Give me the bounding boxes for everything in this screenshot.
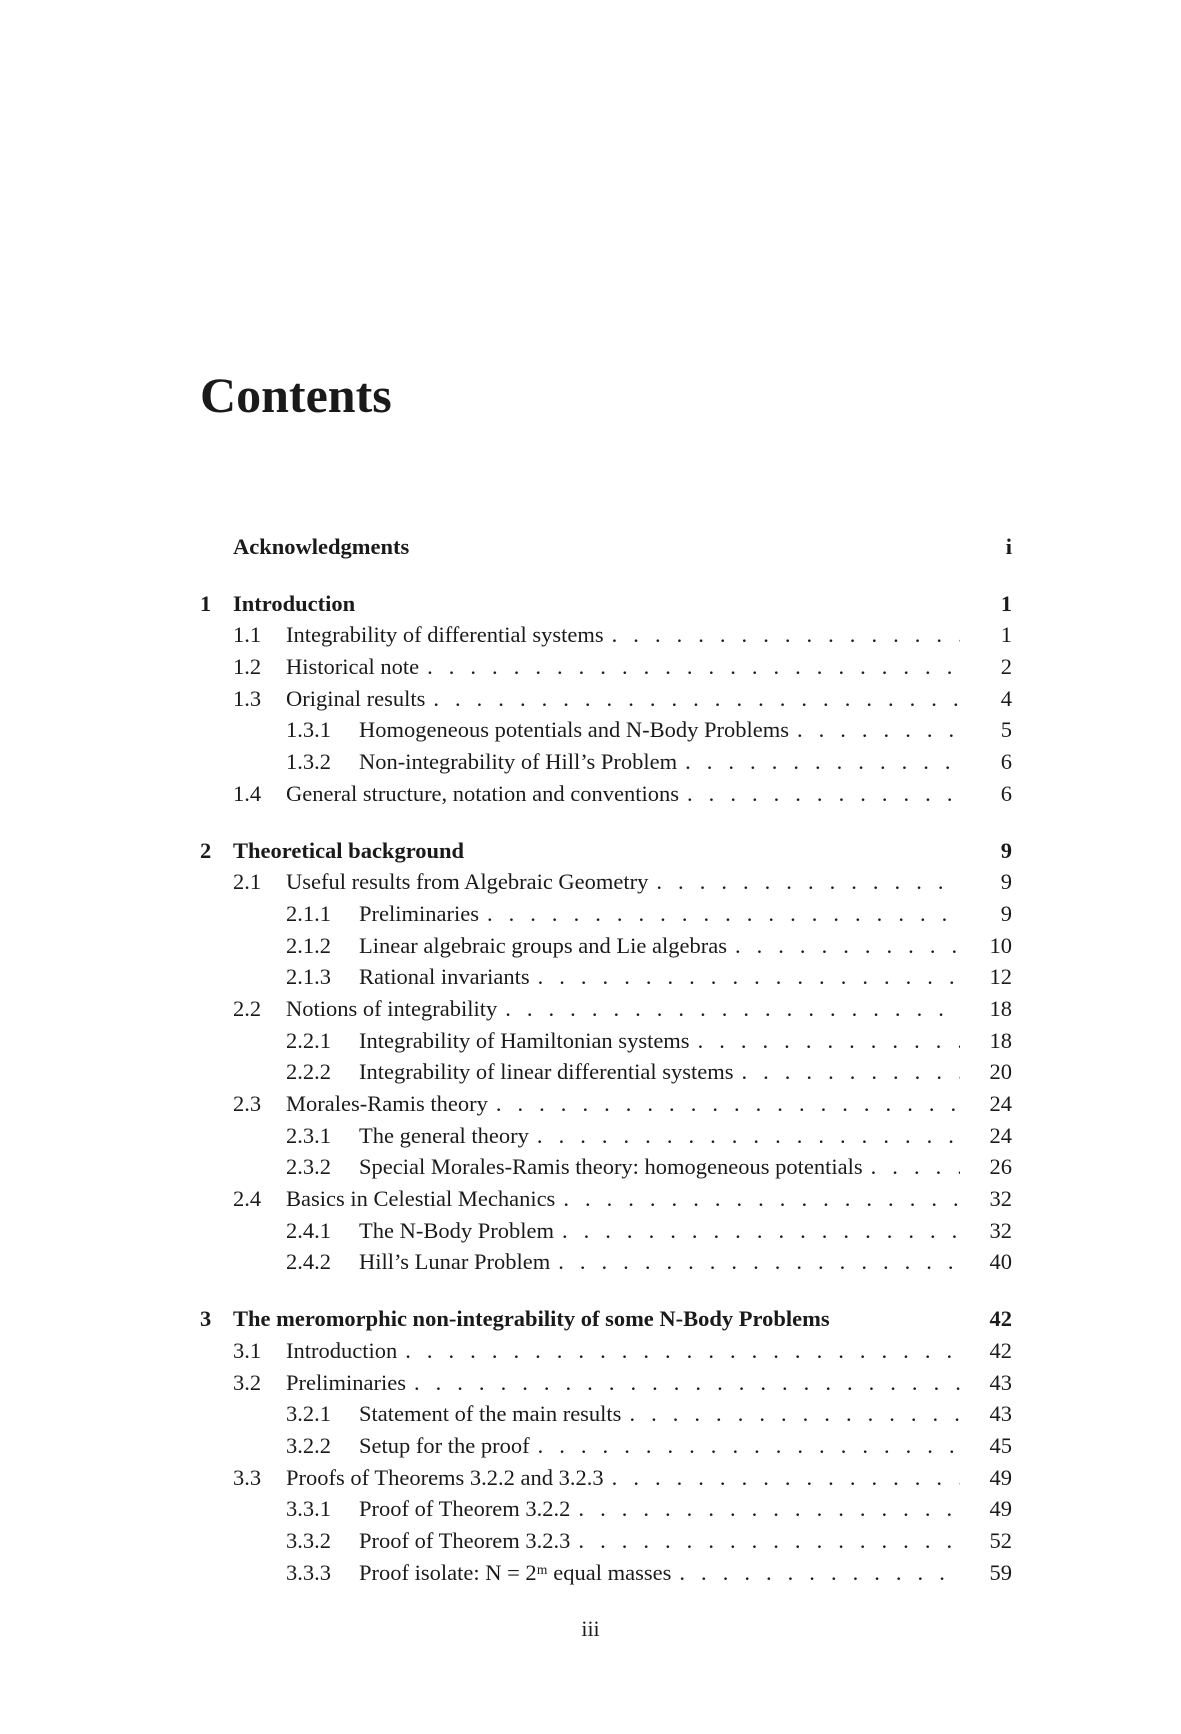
toc-entry-page: 18 bbox=[989, 995, 1012, 1021]
table-of-contents bbox=[200, 531, 1012, 1588]
toc-entry-page: 32 bbox=[989, 1186, 1012, 1212]
toc-entry[interactable] bbox=[200, 778, 1012, 810]
dot-leader bbox=[555, 1183, 960, 1215]
toc-entry[interactable] bbox=[200, 1183, 1012, 1215]
toc-entry-title: Theoretical background bbox=[233, 837, 465, 863]
dot-leader bbox=[530, 1430, 960, 1462]
toc-entry-number: 1.3.2 bbox=[286, 749, 331, 775]
toc-entry-title: Basics in Celestial Mechanics bbox=[286, 1186, 556, 1212]
toc-entry[interactable] bbox=[200, 1303, 1012, 1335]
dot-leader bbox=[570, 1493, 960, 1525]
toc-entry-number: 3 bbox=[200, 1306, 212, 1332]
toc-entry-title: The meromorphic non-integrability of some N-Body Problems bbox=[233, 1306, 830, 1332]
toc-entry-title: Historical note bbox=[286, 654, 420, 680]
dot-leader bbox=[863, 1151, 960, 1183]
toc-entry-title: Integrability of Hamiltonian systems bbox=[359, 1027, 690, 1053]
toc-entry-number: 1.3.1 bbox=[286, 717, 331, 743]
toc-entry-page: 2 bbox=[1000, 654, 1012, 680]
toc-entry-page: 43 bbox=[989, 1369, 1012, 1395]
toc-entry-page: 24 bbox=[989, 1122, 1012, 1148]
toc-entry-page: 5 bbox=[1000, 717, 1012, 743]
toc-entry[interactable] bbox=[200, 1246, 1012, 1278]
toc-entry-title: Original results bbox=[286, 685, 426, 711]
toc-entry-page: 49 bbox=[989, 1496, 1012, 1522]
toc-entry-page: 40 bbox=[989, 1249, 1012, 1275]
dot-leader bbox=[488, 1088, 960, 1120]
toc-entry-number: 1.1 bbox=[233, 622, 262, 648]
toc-entry-page: 59 bbox=[989, 1559, 1012, 1585]
toc-entry-title: Non-integrability of Hill’s Problem bbox=[359, 749, 678, 775]
toc-entry-number: 2.1.1 bbox=[286, 900, 331, 926]
dot-leader bbox=[604, 1462, 960, 1494]
toc-entry-page: 49 bbox=[989, 1464, 1012, 1490]
toc-entry-number: 1 bbox=[200, 590, 212, 616]
dot-leader bbox=[570, 1525, 960, 1557]
toc-entry-number: 2.4 bbox=[233, 1186, 262, 1212]
toc-entry-title: Statement of the main results bbox=[359, 1401, 622, 1427]
toc-entry-number: 3.3.2 bbox=[286, 1527, 331, 1553]
toc-entry[interactable] bbox=[200, 619, 1012, 651]
dot-leader bbox=[621, 1398, 960, 1430]
toc-entry-page: 1 bbox=[1000, 622, 1012, 648]
toc-entry-number: 3.2.2 bbox=[286, 1432, 331, 1458]
toc-entry-page: 20 bbox=[989, 1059, 1012, 1085]
toc-entry[interactable] bbox=[200, 1025, 1012, 1057]
toc-entry[interactable] bbox=[200, 531, 1012, 563]
toc-entry-number: 1.4 bbox=[233, 780, 262, 806]
toc-entry[interactable] bbox=[200, 683, 1012, 715]
toc-entry-page: 9 bbox=[1000, 869, 1012, 895]
dot-leader bbox=[727, 930, 960, 962]
toc-entry-number: 1.2 bbox=[233, 654, 262, 680]
toc-entry-title: Proofs of Theorems 3.2.2 and 3.2.3 bbox=[286, 1464, 604, 1490]
toc-entry-number: 2.4.2 bbox=[286, 1249, 331, 1275]
toc-entry-number: 2.4.1 bbox=[286, 1217, 331, 1243]
toc-entry-page: 32 bbox=[989, 1217, 1012, 1243]
dot-leader bbox=[648, 866, 960, 898]
dot-leader bbox=[419, 651, 960, 683]
toc-entry-title: The N-Body Problem bbox=[359, 1217, 554, 1243]
toc-entry-title: Integrability of linear differential systems bbox=[359, 1059, 734, 1085]
toc-entry-page: 6 bbox=[1000, 780, 1012, 806]
toc-entry-page: i bbox=[1005, 534, 1012, 559]
toc-entry[interactable] bbox=[200, 1120, 1012, 1152]
toc-entry-page: 10 bbox=[989, 932, 1012, 958]
toc-entry[interactable] bbox=[200, 588, 1012, 620]
toc-entry[interactable] bbox=[200, 1430, 1012, 1462]
dot-leader bbox=[690, 1025, 960, 1057]
toc-entry[interactable] bbox=[200, 1056, 1012, 1088]
toc-entry-number: 2.2 bbox=[233, 995, 262, 1021]
toc-entry[interactable] bbox=[200, 866, 1012, 898]
dot-leader bbox=[479, 898, 960, 930]
toc-entry-number: 2.1.3 bbox=[286, 964, 331, 990]
toc-entry-page: 43 bbox=[989, 1401, 1012, 1427]
toc-entry-title: Useful results from Algebraic Geometry bbox=[286, 869, 649, 895]
toc-entry[interactable] bbox=[200, 746, 1012, 778]
toc-entry[interactable] bbox=[200, 1151, 1012, 1183]
toc-entry-page: 12 bbox=[989, 964, 1012, 990]
toc-entry-title: The general theory bbox=[359, 1122, 529, 1148]
toc-entry[interactable] bbox=[200, 898, 1012, 930]
toc-entry[interactable] bbox=[200, 1088, 1012, 1120]
toc-entry-title: Preliminaries bbox=[359, 900, 479, 926]
dot-leader bbox=[406, 1367, 960, 1399]
dot-leader bbox=[554, 1215, 960, 1247]
toc-entry-number: 2 bbox=[200, 837, 212, 863]
toc-entry[interactable] bbox=[200, 1493, 1012, 1525]
toc-entry-page: 6 bbox=[1000, 749, 1012, 775]
dot-leader bbox=[425, 683, 960, 715]
toc-entry-title: Special Morales-Ramis theory: homogeneous potentials bbox=[359, 1154, 863, 1180]
dot-leader bbox=[677, 746, 960, 778]
toc-entry-number: 2.2.1 bbox=[286, 1027, 331, 1053]
dot-leader bbox=[550, 1246, 960, 1278]
toc-entry-title: Setup for the proof bbox=[359, 1432, 530, 1458]
toc-entry-number: 3.1 bbox=[233, 1337, 262, 1363]
toc-entry-title: Morales-Ramis theory bbox=[286, 1091, 488, 1116]
toc-entry-title: Introduction bbox=[286, 1337, 398, 1363]
toc-entry-title: Acknowledgments bbox=[233, 534, 410, 559]
toc-entry[interactable] bbox=[200, 714, 1012, 746]
toc-entry[interactable] bbox=[200, 1335, 1012, 1367]
toc-entry-number: 2.3.2 bbox=[286, 1154, 331, 1180]
toc-entry-number: 3.3.1 bbox=[286, 1496, 331, 1522]
toc-entry-number: 3.2.1 bbox=[286, 1401, 331, 1427]
toc-entry-number: 2.1.2 bbox=[286, 932, 331, 958]
dot-leader bbox=[604, 619, 960, 651]
toc-entry[interactable] bbox=[200, 651, 1012, 683]
toc-entry-number: 3.3 bbox=[233, 1464, 262, 1490]
toc-entry-title: Proof of Theorem 3.2.2 bbox=[359, 1496, 571, 1522]
toc-entry-page: 45 bbox=[989, 1432, 1012, 1458]
page-number: iii bbox=[581, 1616, 600, 1641]
dot-leader bbox=[679, 778, 960, 810]
toc-entry[interactable] bbox=[200, 930, 1012, 962]
toc-entry-title: Proof isolate: N = 2ᵐ equal masses bbox=[359, 1559, 672, 1585]
dot-leader bbox=[789, 714, 960, 746]
toc-entry-page: 42 bbox=[989, 1306, 1012, 1332]
dot-leader bbox=[671, 1557, 960, 1589]
toc-entry[interactable] bbox=[200, 1462, 1012, 1494]
dot-leader bbox=[529, 1120, 960, 1152]
toc-entry[interactable] bbox=[200, 993, 1012, 1025]
toc-entry[interactable] bbox=[200, 1215, 1012, 1247]
toc-entry-page: 18 bbox=[989, 1027, 1012, 1053]
toc-entry-title: Introduction bbox=[233, 590, 356, 616]
toc-entry-title: Linear algebraic groups and Lie algebras bbox=[359, 932, 727, 958]
toc-entry-title: General structure, notation and conventions bbox=[286, 780, 680, 806]
toc-entry-page: 52 bbox=[989, 1527, 1012, 1553]
toc-entry[interactable] bbox=[200, 961, 1012, 993]
dot-leader bbox=[530, 961, 960, 993]
toc-entry-title: Hill’s Lunar Problem bbox=[359, 1249, 551, 1275]
toc-entry-title: Homogeneous potentials and N-Body Problems bbox=[359, 717, 789, 743]
toc-entry-number: 3.2 bbox=[233, 1369, 262, 1395]
toc-entry-number: 2.2.2 bbox=[286, 1059, 331, 1085]
toc-entry[interactable] bbox=[200, 835, 1012, 867]
toc-entry-page: 9 bbox=[1000, 900, 1012, 926]
toc-entry[interactable] bbox=[200, 1367, 1012, 1399]
toc-entry-title: Rational invariants bbox=[359, 964, 530, 990]
toc-entry-number: 2.3 bbox=[233, 1091, 262, 1116]
toc-entry-page: 9 bbox=[1000, 837, 1012, 863]
toc-entry-page: 42 bbox=[989, 1337, 1012, 1363]
toc-entry-page: 26 bbox=[989, 1154, 1012, 1180]
toc-entry-page: 24 bbox=[989, 1091, 1012, 1116]
toc-entry-number: 3.3.3 bbox=[286, 1559, 331, 1585]
toc-entry[interactable] bbox=[200, 1557, 1012, 1589]
toc-entry[interactable] bbox=[200, 1398, 1012, 1430]
dot-leader bbox=[397, 1335, 960, 1367]
dot-leader bbox=[497, 993, 960, 1025]
toc-entry-number: 1.3 bbox=[233, 685, 262, 711]
toc-entry-title: Integrability of differential systems bbox=[286, 622, 604, 648]
toc-entry-title: Proof of Theorem 3.2.3 bbox=[359, 1527, 571, 1553]
page-title: Contents bbox=[200, 367, 392, 423]
toc-entry-number: 2.3.1 bbox=[286, 1122, 331, 1148]
toc-entry-page: 4 bbox=[1000, 685, 1012, 711]
toc-entry-number: 2.1 bbox=[233, 869, 262, 895]
dot-leader bbox=[733, 1056, 960, 1088]
toc-entry[interactable] bbox=[200, 1525, 1012, 1557]
toc-entry-page: 1 bbox=[1000, 590, 1012, 616]
toc-entry-title: Preliminaries bbox=[286, 1369, 406, 1395]
toc-entry-title: Notions of integrability bbox=[286, 995, 498, 1021]
